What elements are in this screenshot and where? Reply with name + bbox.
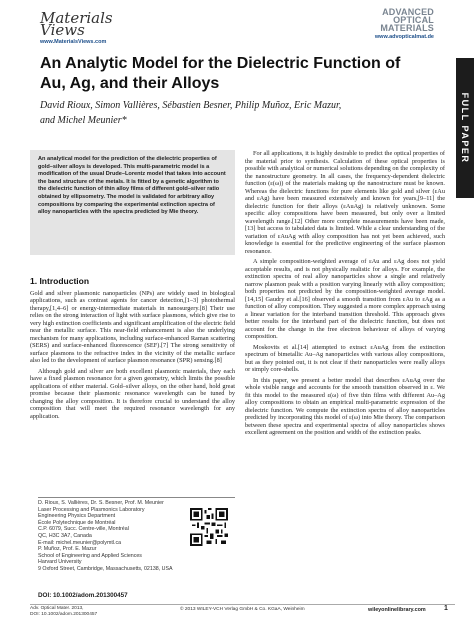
paper-title: An Analytic Model for the Dielectric Function of Au, Ag, and their Alloys xyxy=(40,55,401,92)
journal-logo-line-1: ADVANCED xyxy=(382,7,434,17)
section-heading-introduction: 1. Introduction xyxy=(30,276,90,286)
body-paragraph: Although gold and silver are both excellent plasmonic materials, they each have a fixed plasmon resonance for a given geometry, which limits the possible applications of either material. Gold–silver alloys, on the other hand, hold great promise because their plasmonic resonance wavelength can be tuned by changing the alloy composition. It is therefore crucial to understand the alloy composition that will meet the required resonance wavelength for any application. xyxy=(30,367,235,420)
affiliation-email[interactable]: E-mail: michel.meunier@polymtl.ca xyxy=(38,539,122,546)
body-paragraph: For all applications, it is highly desirable to predict the optical properties of the material prior to synthesis. Calculation of these optical properties is possible with analytical or numerical solutions depending on the complexity of the nanostructure geometry. In all cases, the frequency-dependent dielectric function (ε(ω)) of the materials making up the nanostructure must be known. Whereas the dielectric functions for pure elements like gold and silver (εAu and εAg) have been measured extensively and known for years,[9–11] the dielectric function for their alloys (εAuAg) is relatively unknown. Some specific alloy compositions have been measured, but only over a limited wavelength range.[12] Other more complete measurements have been made,[13] but access to tabulated data is limited. While a clear understanding of the variation of εAuAg with alloy composition has not yet been achieved, such knowledge is essential for the predictive engineering of the surface plasmon resonance. xyxy=(245,150,445,255)
full-paper-tab-label: FULL PAPER xyxy=(460,92,470,164)
body-paragraph: Moskovits et al.[14] attempted to extract εAuAg from the extinction spectrum of bimetallic Au–Ag nanoparticles with various alloy compositions, but as they pointed out, it is not clear if their nanoparticles were really alloys or simply core-shells. xyxy=(245,343,445,373)
author-list xyxy=(40,98,420,128)
affiliation-divider xyxy=(38,497,235,498)
affiliation-line: 9 Oxford Street, Cambridge, Massachusetts, 02138, USA xyxy=(38,565,173,572)
materials-views-logo xyxy=(40,9,160,45)
materials-views-logo-text: Materials Views xyxy=(40,9,113,39)
full-paper-tab xyxy=(456,58,474,198)
right-column xyxy=(245,150,445,440)
author-line-1: David Rioux, Simon Vallières, Sébastien Besner, Philip Muñoz, Eric Mazur, xyxy=(40,100,342,111)
affiliation-line: D. Rioux, S. Vallières, Dr. S. Besner, Prof. M. Meunier xyxy=(38,500,164,506)
author-line-2: and Michel Meunier* xyxy=(40,115,127,126)
journal-logo xyxy=(375,8,434,40)
article-doi[interactable]: DOI: 10.1002/adom.201300457 xyxy=(38,592,128,599)
qr-code-icon[interactable] xyxy=(190,508,228,546)
affiliation-line: Engineering Physics Department xyxy=(38,513,116,520)
abstract-box: An analytical model for the prediction of the dielectric properties of gold–silver alloys is developed. This multi-parametric model is a modification of the usual Drude–Lorentz model that takes into account the band structure of the metals. It is fitted by a genetic algorithm to the dielectric function of thin alloy films of different gold–silver ratio obtained by ellipsometry. The model is validated for arbitrary alloy compositions by comparing the experimental extinction spectra of alloy nanoparticles with the spectra predicted by Mie theory. xyxy=(30,150,235,255)
footer-copyright: © 2013 WILEY-VCH Verlag GmbH & Co. KGaA, Weinheim xyxy=(180,607,305,612)
left-column xyxy=(30,272,235,423)
affiliations xyxy=(38,500,188,573)
body-paragraph: A simple composition-weighted average of εAu and εAg does not yield acceptable results, and is not physically realistic for alloys. For example, the extinction spectra of real alloy nanoparticles show a single and relatively narrow plasmon peak with a position varying linearly with alloy composition; both properties not predicted by the composition-weighted average model.[14,15] Gaudry et al.[16] observed a smooth transition from εAu to εAg as a function of alloy composition. They suggested a more complex approach using a linear variation for the interband transition threshold. This approach gives better results for the interband part of the dielectric function, but does not account for the change in the free electron behaviour of alloys of varying composition. xyxy=(245,258,445,340)
footer-site-link[interactable]: wileyonlinelibrary.com xyxy=(368,607,426,613)
footer-citation xyxy=(30,606,97,618)
affiliation-line: C.P. 6079, Succ. Centre-ville, Montréal xyxy=(38,526,129,533)
journal-logo-line-2: OPTICAL xyxy=(393,15,434,25)
journal-logo-line-3: MATERIALS xyxy=(380,23,434,33)
materials-views-url[interactable]: www.MaterialsViews.com xyxy=(40,39,107,45)
body-paragraph: In this paper, we present a better model that describes εAuAg over the whole visible range and accounts for the smooth transition observed in ε. We fit this model to the measured ε(ω) of five thin films with different Au–Ag alloy compositions to obtain an empirical multi-parametric expression of the dielectric function. We compute the extinction spectra of alloy nanoparticles predicted by incorporating this model of ε(ω) into Mie theory. The comparison between these spectra and experimental spectra of alloy nanoparticles shows excellent agreement on the position and width of the extinction peaks. xyxy=(245,376,445,436)
affiliation-line: P. Muñoz, Prof. E. Mazur xyxy=(38,546,97,553)
affiliation-line: QC, H3C 3A7, Canada xyxy=(38,532,92,539)
affiliation-line: Harvard University xyxy=(38,559,82,566)
body-paragraph: Gold and silver plasmonic nanoparticles (NPs) are widely used in biological applications, such as contrast agents for cancer detection,[1–3] photothermal therapy,[1,4–6] or energy-intermediate materials in nanosurgery.[8] Their use relies on the strong interaction of light with surface plasmons, which give rise to very high extinction coefficients and significant amplification of the electric field near the metallic surface. This near-field enhancement is also the underlying mechanism for many applications, including surface-enhanced Raman scattering (SERS) and surface-enhanced fluorescence (SEF).[7] The strong sensitivity of surface plasmons to the refractive index in the vicinity of the metallic surface also led to the development of surface plasmon resonance (SPR) sensing.[8] xyxy=(30,289,235,364)
journal-url[interactable]: www.advopticalmat.de xyxy=(374,34,434,40)
footer-journal: Adv. Optical Mater. 2013, xyxy=(30,606,84,611)
affiliation-line: School of Engineering and Applied Sciences xyxy=(38,552,142,559)
footer-doi: DOI: 10.1002/adom.201300457 xyxy=(30,612,98,617)
affiliation-line: Laser Processing and Plasmonics Laboratory xyxy=(38,506,145,513)
footer-divider xyxy=(30,604,455,605)
page-number: 1 xyxy=(444,605,448,612)
affiliation-line: École Polytechnique de Montréal xyxy=(38,519,116,526)
